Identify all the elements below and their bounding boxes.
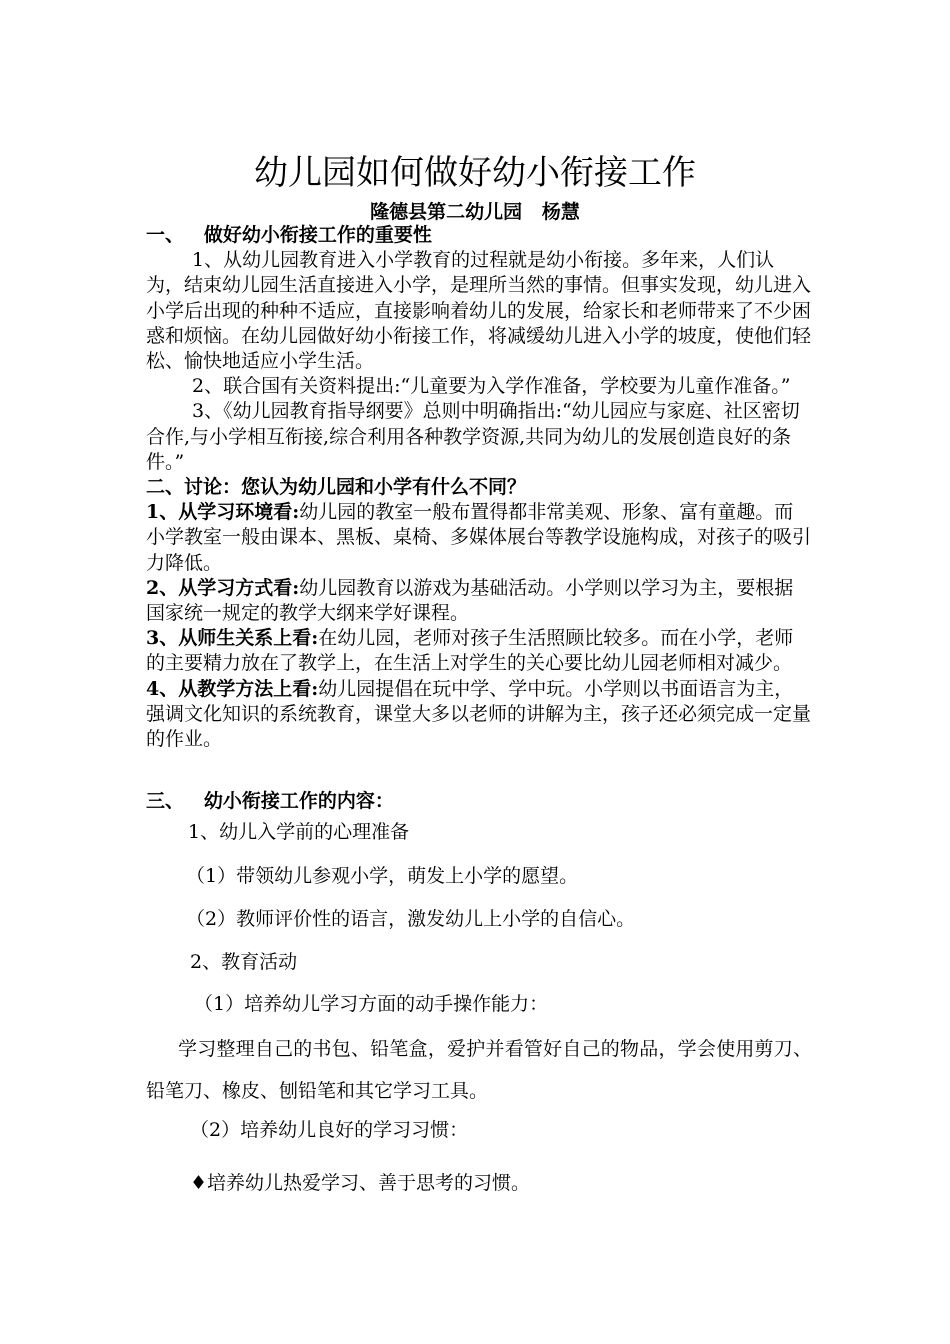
section-3-paragraph	[146, 1028, 812, 1112]
section-3-heading: 三、 幼小衔接工作的内容：	[146, 790, 394, 812]
section-3-line-8: ♦培养幼儿热爱学习、善于思考的习惯。	[190, 1172, 531, 1194]
item-text: 幼儿园提倡在玩中学、学中玩。小学则以书面语言为主，强调文化知识的系统教育，课堂大多以老师的讲解为主，孩子还必须完成一定量的作业。	[146, 677, 812, 751]
section-3-line-5: （1）培养幼儿学习方面的动手操作能力：	[194, 993, 549, 1015]
section-1-paragraph-3: 3、《幼儿园教育指导纲要》总则中明确指出:“幼儿园应与家庭、社区密切合作,与小学相互衔接,综合利用各种教学资源,共同为幼儿的发展创造良好的条件。”	[146, 400, 800, 473]
section-1-heading: 一、 做好幼小衔接工作的重要性	[146, 224, 432, 246]
section-3-line-3: （2）教师评价性的语言，激发幼儿上小学的自信心。	[186, 908, 636, 930]
item-lead: 1、从学习环境看:	[146, 501, 300, 524]
section-2-heading: 二、讨论：您认为幼儿园和小学有什么不同？	[146, 476, 527, 499]
section-3-line-2: （1）带领幼儿参观小学，萌发上小学的愿望。	[186, 865, 579, 887]
section-3	[146, 788, 812, 814]
section-1-paragraph-1: 1、从幼儿园教育进入小学教育的过程就是幼小衔接。多年来，人们认为，结束幼儿园生活直接进入小学，是理所当然的事情。但事实发现，幼儿进入小学后出现的种种不适应，直接影响着幼儿的发展，给家长和老师带来了不少困惑和烦恼。在幼儿园做好幼小衔接工作，将减缓幼儿进入小学的坡度，使他们轻松、愉快地适应小学生活。	[146, 249, 812, 373]
item-text: 幼儿园教育以游戏为基础活动。小学则以学习为主，要根据国家统一规定的教学大纲来学好课程。	[146, 576, 794, 625]
document-title: 幼儿园如何做好幼小衔接工作	[254, 153, 696, 193]
section-3-line-7: （2）培养幼儿良好的学习习惯：	[190, 1119, 469, 1141]
item-lead: 4、从教学方法上看:	[146, 677, 319, 700]
section-2-item-2	[146, 576, 812, 626]
section-3-line-6: 学习整理自己的书包、铅笔盒，爱护并看管好自己的物品，学会使用剪刀、铅笔刀、橡皮、刨铅笔和其它学习工具。	[146, 1038, 812, 1102]
section-3-line-1: 1、幼儿入学前的心理准备	[188, 821, 410, 843]
item-lead: 2、从学习方式看:	[146, 576, 300, 599]
author-line: 隆德县第二幼儿园 杨慧	[370, 201, 580, 223]
section-2-item-3	[146, 626, 812, 676]
item-lead: 3、从师生关系上看:	[146, 627, 319, 650]
section-2-item-4	[146, 677, 812, 753]
item-text: 幼儿园的教室一般布置得都非常美观、形象、富有童趣。而小学教室一般由课本、黑板、桌椅、多媒体展台等教学设施构成，对孩子的吸引力降低。	[146, 501, 812, 574]
section-1-paragraph-2: 2、联合国有关资料提出:“儿童要为入学作准备，学校要为儿童作准备。”	[192, 375, 791, 398]
section-3-line-4: 2、教育活动	[190, 951, 298, 973]
document-body	[146, 223, 812, 752]
item-text: 在幼儿园，老师对孩子生活照顾比较多。而在小学，老师的主要精力放在了教学上，在生活上对学生的关心要比幼儿园老师相对减少。	[146, 627, 794, 675]
section-2-item-1	[146, 500, 812, 576]
